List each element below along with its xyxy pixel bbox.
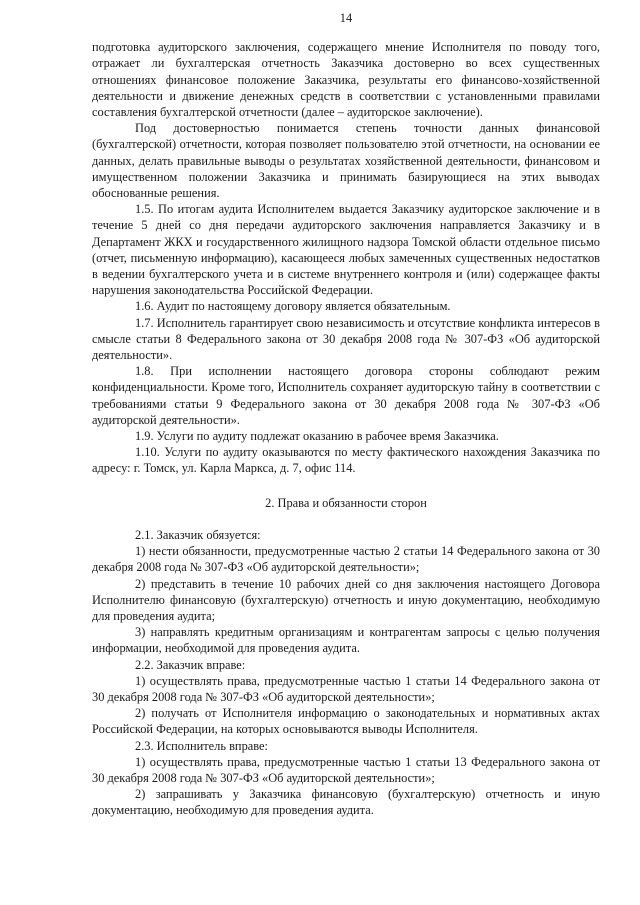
paragraph: 1.7. Исполнитель гарантирует свою независимость и отсутствие конфликта интересов в смысле статьи 8 Федерального закона от 30 декабря 2008 года № 307-ФЗ «Об аудиторской деятельности». [92,315,600,363]
paragraph: 1) осуществлять права, предусмотренные частью 1 статьи 14 Федерального закона от 30 декабря 2008 года № 307-ФЗ «Об аудиторской деятельности»; [92,673,600,704]
paragraph: 1.10. Услуги по аудиту оказываются по месту фактического нахождения Заказчика по адресу: г. Томск, ул. Карла Маркса, д. 7, офис 114. [92,445,600,476]
paragraph: 2) запрашивать у Заказчика финансовую (бухгалтерскую) отчетность и иную документацию, необходимую для проведения аудита. [92,787,600,818]
paragraph: 1.8. При исполнении настоящего договора стороны соблюдают режим конфиденциальности. Кроме того, Исполнитель сохраняет аудиторскую тайну в соответствии с требованиями статьи 9 Федерального закона от 30 декабря 2008 года № 307-ФЗ «Об аудиторской деятельности». [92,364,600,427]
paragraph: 2.1. Заказчик обязуется: [135,527,261,542]
paragraph: 1.9. Услуги по аудиту подлежат оказанию в рабочее время Заказчика. [135,429,499,444]
paragraph: 2) получать от Исполнителя информацию о законодательных и нормативных актах Российской Федерации, на которых основываются выводы Исполнителя. [92,706,600,737]
paragraph: 1.5. По итогам аудита Исполнителем выдается Заказчику аудиторское заключение и в течение 5 дней со дня передачи аудиторского заключения направляется Заказчику и в Департамент ЖКХ и государственного жилищного надзора Томской области отдельное письмо (отчет, письменную информацию), касающееся любых замеченных существенных недостатков в ведении бухгалтерского учета и в системе внутреннего контроля и (или) содержащее факты нарушения законодательства Российской Федерации. [92,202,600,298]
paragraph: подготовка аудиторского заключения, содержащего мнение Исполнителя по поводу того, отражает ли бухгалтерская отчетность Заказчика достоверно во всех существенных отношениях финансовое положение Заказчика, результаты его финансово-хозяйственной деятельности и движение денежных средств в соответствии с установленными правилами составления бухгалтерской отчетности (далее – аудиторское заключение). [92,40,600,120]
page-number: 14 [339,11,353,25]
paragraph: 2.3. Исполнитель вправе: [135,738,268,753]
paragraph: 2.2. Заказчик вправе: [135,657,246,672]
paragraph: 3) направлять кредитным организациям и контрагентам запросы с целью получения информации, необходимой для проведения аудита. [92,625,600,656]
document-body [92,39,600,818]
paragraph: Под достоверностью понимается степень точности данных финансовой (бухгалтерской) отчетности, которая позволяет пользователю этой отчетности, на основании ее данных, делать правильные выводы о результатах хозяйственной деятельности, финансовом и имущественном положении Заказчика и принимать базирующиеся на этих выводах обоснованные решения. [92,121,600,201]
paragraph: 1.6. Аудит по настоящему договору является обязательным. [135,299,451,314]
section-heading: 2. Права и обязанности сторон [265,495,427,510]
paragraph: 2) представить в течение 10 рабочих дней со дня заключения настоящего Договора Исполнителю финансовую (бухгалтерскую) отчетность и иную документацию, необходимую для проведения аудита; [92,576,600,623]
paragraph: 1) осуществлять права, предусмотренные частью 1 статьи 13 Федерального закона от 30 декабря 2008 года № 307-ФЗ «Об аудиторской деятельности»; [92,754,600,785]
paragraph: 1) нести обязанности, предусмотренные частью 2 статьи 14 Федерального закона от 30 декабря 2008 года № 307-ФЗ «Об аудиторской деятельности»; [92,544,600,575]
